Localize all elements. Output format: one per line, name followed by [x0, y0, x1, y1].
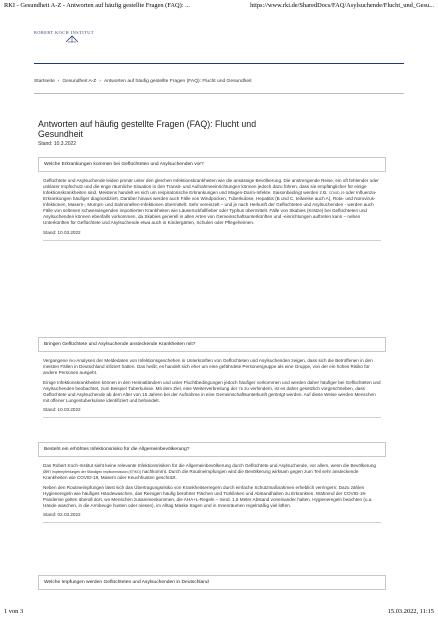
print-page-number: 1 von 3 — [4, 608, 24, 615]
faq-question[interactable]: Welche Erkrankungen kommen bei Geflüchteten und Asylsuchenden vor? — [38, 157, 386, 172]
faq-question[interactable]: Bringen Geflüchtete und Asylsuchende ansteckende Krankheiten mit? — [38, 337, 386, 352]
answer-divider — [43, 417, 381, 418]
faq-item — [38, 337, 386, 418]
page-stand-date: Stand: 10.3.2022 — [38, 141, 77, 147]
print-header — [4, 2, 434, 9]
answer-text: Das Robert Koch-Institut sieht keine relevante Infektionsrisiken für die Allgemeinbevölkerung durch Geflüchtete und Asylsuchende, vor allem, wenn die Bevölkerung den — [43, 463, 376, 475]
breadcrumb-separator: › — [99, 79, 101, 84]
faq-answer — [38, 172, 386, 241]
faq-list — [38, 157, 386, 585]
answer-text: Geflüchtete und Asylsuchende leiden primär unter den gleichen Infektionskrankheiten wie die ansässige Bevölkerung. Die anstrengende Reise, ein oft fehlender oder unklarer Impfschutz und die enge räumliche Situation in den Transit- und Aufnahmeeinrichtungen können jedoch dazu führen, dass sie empfänglicher für einige Infektionskrankheiten sind. Meistens handelt es sich um respiratorische Erkrankungen und Magen-Darm-Infekte. Saisonbedingt werden z.B. — [43, 178, 379, 196]
answer-paragraph — [43, 380, 381, 404]
faq-answer — [38, 352, 386, 418]
rki-logo-icon — [64, 34, 80, 44]
abbreviation: COVID-19 — [328, 191, 345, 196]
print-page-title: RKI - Gesundheit A-Z - Antworten auf häufig gestellte Fragen (FAQ): ... — [4, 2, 190, 9]
answer-stand-date: Stand: 10.03.2022 — [43, 407, 81, 413]
abbreviation: Impfempfehlungen der Ständigen Impfkommission (STIKO) — [51, 470, 141, 475]
breadcrumb — [34, 79, 408, 84]
page-title: Antworten auf häufig gestellte Fragen (FAQ): Flucht und Gesundheit — [38, 118, 257, 140]
faq-answer — [38, 457, 386, 523]
abbreviation: TB — [238, 386, 243, 391]
breadcrumb-current: Antworten auf häufig gestellte Fragen (FAQ): Flucht und Gesundheit — [103, 79, 252, 84]
breadcrumb-rule — [34, 93, 404, 94]
answer-text: zu verhindern, ist es daher gesetzlich vorgeschrieben, dass Geflüchtete und Asylsuchende ab dem Alter von 15 Jahren bei der Aufnahme in eine Gemeinschaftsunterkunft geröntgt werden. Auf diese Weise werden Menschen mit offener Lungentuberkulose identifiziert und behandelt. — [43, 385, 376, 403]
abbreviation: RKI — [69, 359, 75, 363]
faq-question[interactable]: Besteht ein erhöhtes Infektionsrisiko für die Allgemeinbevölkerung? — [38, 442, 386, 457]
answer-divider — [43, 522, 381, 523]
faq-question[interactable]: Welche Impfungen werden Geflüchteten und Asylsuchenden in Deutschland — [38, 575, 386, 590]
rki-logo[interactable] — [34, 30, 94, 35]
answer-stand-date: Stand: 02.03.2022 — [43, 512, 81, 518]
print-footer — [4, 608, 434, 615]
answer-text: Vergangene — [43, 358, 70, 363]
breadcrumb-separator: › — [57, 79, 60, 84]
print-url: https://www.rki.de/SharedDocs/FAQ/Asylsuchende/Flucht_und_Gesu... — [250, 2, 434, 9]
faq-item — [38, 157, 386, 241]
logo-text: ROBERT KOCH INSTITUT — [34, 30, 94, 35]
answer-stand-date: Stand: 10.03.2022 — [43, 229, 81, 235]
answer-paragraph — [43, 178, 381, 226]
answer-text: Neben den Routineimpfungen lässt sich das Übertragungsrisiko von Krankheitserregern durch einfache Schutzmaßnahmen erheblich verringern: Dazu zählen Hygieneregeln wie häufiges Händewaschen, das Reinigen häufig berührter Flächen und Türklinken und Abstandhalten zu Erkrankten. Während der COVID-19-Pandemie gelten überall dort, wo Menschen zusammenkommen, die AHA+L-Regeln – mind. 1,5 Meter Abstand voneinander halten, Hygieneregeln beachten (u.a. Hände waschen, in die Armbeuge husten oder niesen), im Alltag Maske tragen und in Innenräumen regelmäßig viel lüften. — [43, 484, 373, 508]
answer-paragraph — [43, 463, 381, 481]
answer-divider — [43, 240, 381, 241]
answer-text: -Analysen der Meldedaten von Infektionsgeschehen in Unterkünften von Geflüchteten und Asylsuchenden zeigen, dass sich die Betroffenen in den meisten Fällen in Deutschland infiziert hatten. Das heißt, es handelt sich eher um eine gefährdete Personengruppe als eine Gruppe, von der ein hohes Risiko für andere Personen ausgeht. — [43, 358, 373, 376]
faq-item — [38, 575, 386, 590]
answer-text: nachkommt. Durch die Routineimpfungen wird die Bevölkerung wirksam gegen zum Teil sehr ansteckende Krankheiten wie COVID-19, Masern oder Keuchhusten geschützt. — [43, 469, 359, 481]
answer-paragraph — [43, 485, 381, 509]
answer-paragraph — [43, 358, 381, 376]
answer-text: oder Influenza-Erkrankungen häufiger diagnostiziert. Darüber hinaus werden auch Fälle von Windpocken, Tuberkulose, Hepatitis (B und C, teilweise auch A), Rota- und Norovirus-Infektionen, Masern-, Mumps- und Salmonellen-Infektionen übermittelt. Sehr vereinzelt – und je nach Herkunft der Geflüchteten und Asylsuchenden - werden auch Fälle von seltenen schwerwiegenden importierten Krankheiten wie Läuserückfallfieber oder Typhus übermittelt. Fälle von Skabies (Krätze) bei Geflüchteten und Asylsuchenden können ebenfalls vorkommen, da Skabies generell in allen Arten von Gemeinschaftsunterkünften und -einrichtungen auftreten kann – neben Unterkünften für Geflüchtete und Asylsuchende etwa auch in Kindergärten, Schulen oder Pflegeheimen. — [43, 190, 377, 226]
faq-item — [38, 442, 386, 523]
answer-text: Einige Infektionskrankheiten können in den Heimatländern und unter Fluchtbedingungen jedoch häufiger vorkommen und werden daher häufiger bei Geflüchteten und Asylsuchenden beobachtet, zum Beispiel Tuberkulose. Mit dem Ziel, eine Weiterverbreitung der — [43, 379, 381, 391]
breadcrumb-health-a-z[interactable]: Gesundheit A-Z — [62, 79, 97, 84]
print-datetime: 15.03.2022, 11:15 — [387, 608, 434, 615]
header-rule — [34, 63, 404, 64]
breadcrumb-home[interactable]: Startseite — [34, 79, 55, 84]
